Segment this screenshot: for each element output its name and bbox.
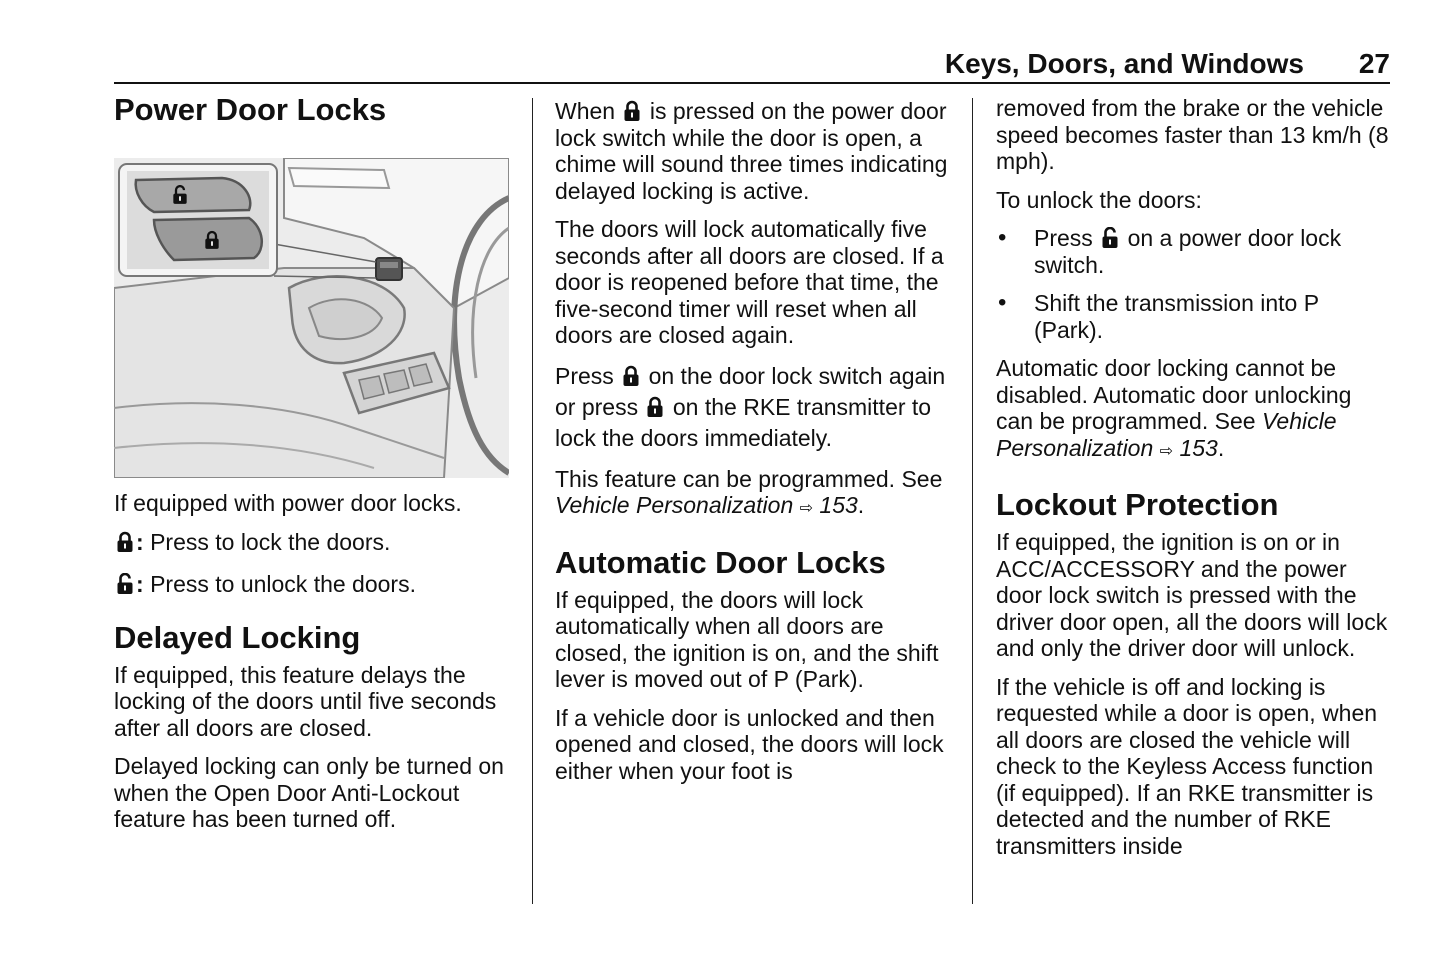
paragraph: When is pressed on the power door lock switch while the door is open, a chime will sound three times indicating delayed locking is active. <box>555 98 948 204</box>
heading-automatic-door-locks: Automatic Door Locks <box>555 544 886 580</box>
page-header <box>114 48 1390 84</box>
column-2 <box>555 98 950 796</box>
page-number: 27 <box>1358 48 1390 79</box>
paragraph: Press on the door lock switch again or press on the RKE transmitter to lock the doors immediately. <box>555 362 946 451</box>
paragraph: If equipped, the ignition is on or in ACC/ACCESSORY and the power door lock switch is pressed with the driver door open, all the doors will lock and only the driver door will unlock. <box>996 529 1388 661</box>
figure-caption: If equipped with power door locks. <box>114 490 462 516</box>
unlock-icon <box>1101 227 1119 249</box>
column-divider <box>532 98 533 904</box>
cross-reference[interactable]: Vehicle Personalization <box>996 408 1337 461</box>
paragraph: If the vehicle is off and locking is requested while a door is open, when all doors are closed the vehicle will check to the Keyless Access function (if equipped). If an RKE transmitter is detected and the number of RKE transmitters inside <box>996 673 1378 859</box>
lock-icon <box>623 100 641 122</box>
legend-unlock: : Press to unlock the doors. <box>114 571 514 598</box>
list-item: • Shift the transmission into P (Park). <box>996 290 1391 343</box>
heading-delayed-locking: Delayed Locking <box>114 619 361 655</box>
lock-icon <box>116 531 134 553</box>
paragraph: If equipped, this feature delays the locking of the doors until five seconds after all doors are closed. <box>114 661 497 741</box>
lock-icon <box>646 396 664 418</box>
page-reference[interactable]: 153 <box>1179 434 1218 461</box>
paragraph: If a vehicle door is unlocked and then opened and closed, the doors will lock either when your foot is <box>555 704 944 784</box>
unlock-steps-list <box>996 225 1391 343</box>
paragraph: To unlock the doors: <box>996 186 1202 213</box>
heading-lockout-protection: Lockout Protection <box>996 487 1279 522</box>
paragraph: If equipped, the doors will lock automatically when all doors are closed, the ignition is on, and the shift lever is moved out of P (Park). <box>555 586 939 692</box>
page-ref-arrow-icon: ⇨ <box>1159 442 1174 460</box>
paragraph: The doors will lock automatically five seconds after all doors are closed. If a door is reopened before that time, the five-second timer will reset when all doors are closed again. <box>555 216 944 348</box>
door-lock-switch-illustration <box>114 158 509 478</box>
page-reference[interactable]: 153 <box>819 492 858 518</box>
lock-icon <box>622 365 640 387</box>
paragraph: This feature can be programmed. See Vehicle Personalization ⇨ 153. <box>555 465 943 518</box>
section-title: Keys, Doors, and Windows <box>944 48 1304 79</box>
legend-lock: : Press to lock the doors. <box>114 529 514 556</box>
paragraph: Automatic door locking cannot be disabled. Automatic door unlocking can be programmed. See Vehicle Personalization ⇨ 153. <box>996 355 1352 461</box>
column-1 <box>114 92 514 845</box>
cross-reference[interactable]: Vehicle Personalization <box>555 492 794 518</box>
column-3 <box>996 95 1391 871</box>
page-ref-arrow-icon: ⇨ <box>799 500 814 517</box>
heading-power-door-locks: Power Door Locks <box>114 92 387 127</box>
column-divider <box>972 98 973 904</box>
list-item: • Press on a power door lock switch. <box>996 225 1391 278</box>
paragraph: removed from the brake or the vehicle speed becomes faster than 13 km/h (8 mph). <box>996 95 1389 174</box>
paragraph: Delayed locking can only be turned on when the Open Door Anti-Lockout feature has been turned off. <box>114 753 504 832</box>
unlock-icon <box>116 573 134 595</box>
